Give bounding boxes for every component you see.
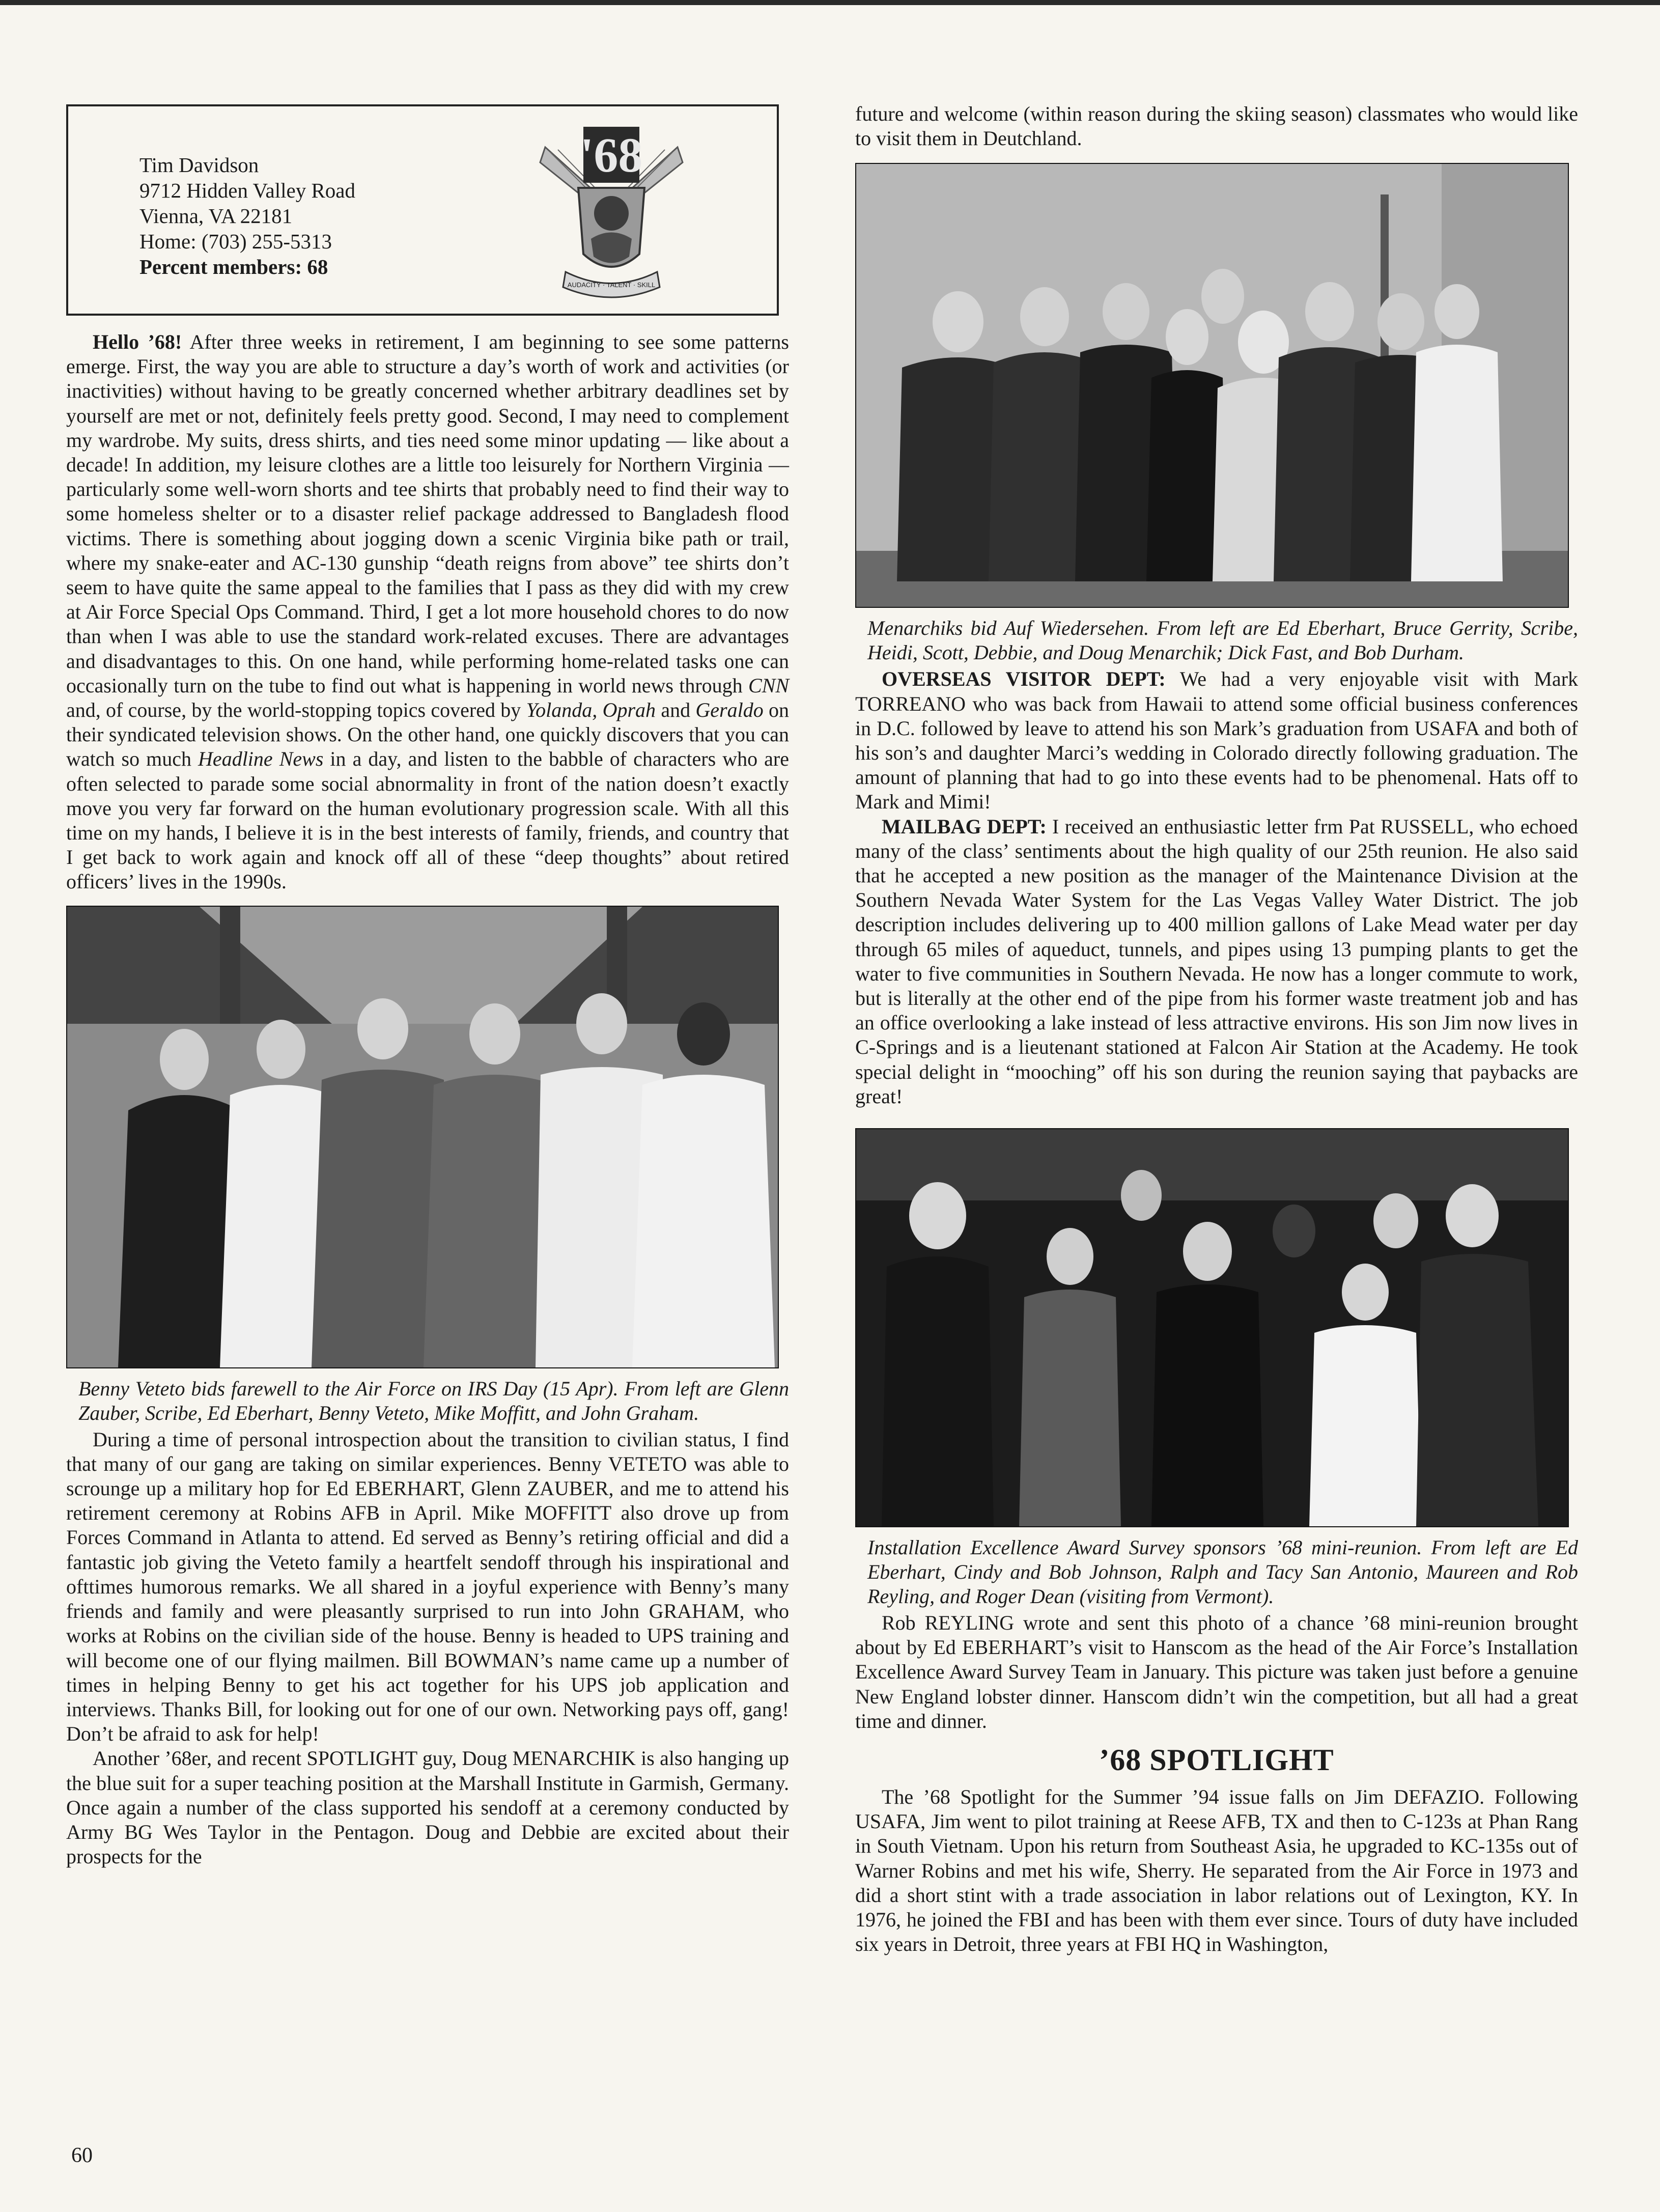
paragraph-overseas: OVERSEAS VISITOR DEPT: We had a very enjoyable visit with Mark TORREANO who was back from Hawaii to attend some official business conferences in D.C. followed by leave to attend his son Mark’s graduation from USAFA and both of his son’s and daughter Marci’s wedding in Colorado directly following graduation. The amount of planning that had to go into these events had to be phenomenal. Hats off to Mark and Mimi! (855, 667, 1579, 814)
paragraph-continued: future and welcome (within reason during the skiing season) classmates who would like to visit them in Deutchland. (855, 102, 1578, 150)
page-number: 60 (71, 2144, 93, 2167)
percent-members: Percent members: 68 (139, 255, 328, 278)
class-crest-icon (535, 117, 688, 305)
photo-veteto-farewell (66, 906, 779, 1368)
caption-mini-reunion: Installation Excellence Award Survey sponsors ’68 mini-reunion. From left are Ed Eberhart, Cindy and Bob Johnson, Ralph and Tacy San Antonio, Maureen and Rob Reyling, and Roger Dean (visiting from Vermont). (867, 1536, 1578, 1608)
scribe-city: Vienna, VA 22181 (139, 204, 293, 228)
mailbag-heading: MAILBAG DEPT: (882, 815, 1047, 838)
intro-paragraph: Hello ’68! After three weeks in retirement, I am beginning to see some patterns emerge. First, the way you are able to structure a day’s worth of work and activities (or inactivities) without having to be greatly concerned whether arbitrary deadlines set by yourself are met or not, definitely feels pretty good. Second, I may need to complement my wardrobe. My suits, dress shirts, and ties need some minor updating — like about a decade! In addition, my leisure clothes are a little too leisurely for Northern Virginia — particularly some well-worn shorts and tee shirts that probably need to find their way to some homeless shelter or to a disaster relief package addressed to Bangladesh flood victims. There is something about jogging down a scenic Virginia bike path or trail, where my snake-eater and AC-130 gunship “death reigns from above” tee shirts don’t seem to have quite the same appeal to the families that I pass as they did with my crew at Air Force Special Ops Command. Third, I get a lot more household chores to do now than when I was able to use the standard work-related excuses. There are advantages and disadvantages to this. On one hand, while performing home-related tasks one can occasionally turn on the tube to find out what is happening in world news through CNN and, of course, by the world-stopping topics covered by Yolanda, Oprah and Geraldo on their syndicated television shows. On the other hand, one quickly discovers that you can watch so much Headline News in a day, and listen to the babble of characters who are often selected to parade some social abnormality in front of the nation doesn’t exactly move you very far forward on the human evolutionary progression scale. With all this time on my hands, I believe it is in the best interests of family, friends, and country that I get back to work again and knock off all of these “deep thoughts” about retired officers’ lives in the 1990s. (66, 330, 789, 893)
caption-menarchik: Menarchiks bid Auf Wiedersehen. From left are Ed Eberhart, Bruce Gerrity, Scribe, Heidi, Scott, Debbie, and Doug Menarchik; Dick Fast, and Bob Durham. (867, 617, 1578, 664)
class-crest (535, 117, 688, 305)
scribe-phone: Home: (703) 255-5313 (139, 230, 332, 253)
contact-info (139, 152, 355, 279)
crest-number: '68 (580, 128, 643, 182)
caption-veteto: Benny Veteto bids farewell to the Air Force on IRS Day (15 Apr). From left are Glenn Zauber, Scribe, Ed Eberhart, Benny Veteto, Mike Moffitt, and John Graham. (78, 1377, 789, 1424)
left-column (66, 104, 789, 1869)
photo-menarchik-image (856, 164, 1568, 607)
scribe-name: Tim Davidson (139, 153, 259, 177)
scribe-contact-box (66, 104, 779, 316)
paragraph-mailbag: MAILBAG DEPT: I received an enthusiastic letter frm Pat RUSSELL, who echoed many of the class’ sentiments about the high quality of our 25th reunion. He also said that he accepted a new position as the manager of the Maintenance Division at the Southern Nevada Water System for the Las Vegas Valley Water District. The job description includes delivering up to 400 million gallons of Lake Mead water per day through 65 miles of aqueduct, tunnels, and pipes using 13 pumping plants to get the water to five communities in Southern Nevada. He now has a longer commute to work, but is literally at the other end of the pipe from his former waste treatment job and has an office overlooking a lake instead of less attractive environs. His son Jim now lives in C-Springs and is a lieutenant stationed at Falcon Air Station at the Academy. He took special delight in “mooching” off his son during the reunion saying that paybacks are great! (855, 815, 1578, 1108)
photo-veteto-image (67, 907, 778, 1367)
spotlight-heading: ’68 SPOTLIGHT (1099, 1743, 1334, 1777)
paragraph-spotlight: The ’68 Spotlight for the Summer ’94 issue falls on Jim DEFAZIO. Following USAFA, Jim went to pilot training at Reese AFB, TX and then to C-123s at Phan Rang in South Vietnam. Upon his return from Southeast Asia, he upgraded to KC-135s out of Warner Robins and met his wife, Sherry. He separated from the Air Force in 1973 and did a short stint with a trade association in labor relations out of Lexington, KY. In 1976, he joined the FBI and has been with them ever since. Tours of duty have included six years in Detroit, three years at FBI HQ in Washington, (855, 1785, 1578, 1956)
greeting: Hello ’68! (93, 330, 182, 353)
paragraph-reyling: Rob REYLING wrote and sent this photo of a chance ’68 mini-reunion brought about by Ed EBERHART’s visit to Hanscom as the head of the Air Force’s Installation Excellence Award Survey Team in January. This picture was taken just before a genuine New England lobster dinner. Hanscom didn’t win the competition, but all had a great time and dinner. (855, 1611, 1578, 1732)
paragraph-menarchik: Another ’68er, and recent SPOTLIGHT guy, Doug MENARCHIK is also hanging up the blue suit for a super teaching position at the Marshall Institute in Garmish, Germany. Once again a number of the class supported his sendoff at a ceremony conducted by Army BG Wes Taylor in the Pentagon. Doug and Debbie are excited about their prospects for the (66, 1747, 789, 1868)
photo-mini-reunion (855, 1128, 1569, 1527)
photo-mini-reunion-image (856, 1129, 1568, 1526)
overseas-heading: OVERSEAS VISITOR DEPT: (882, 667, 1166, 691)
photo-menarchik (855, 163, 1569, 608)
right-column (855, 102, 1578, 1957)
scribe-street: 9712 Hidden Valley Road (139, 179, 355, 202)
crest-ribbon-text: AUDACITY · TALENT · SKILL (567, 281, 656, 289)
paragraph-veteto: During a time of personal introspection about the transition to civilian status, I find that many of our gang are taking on similar experiences. Benny VETETO was able to scrounge up a military hop for Ed EBERHART, Glenn ZAUBER, and me to attend his retirement ceremony at Robins AFB in April. Mike MOFFITT also drove up from Forces Command in Atlanta to attend. Ed served as Benny’s retiring official and did a fantastic job giving the Veteto family a heartfelt sendoff through his inspirational and ofttimes humorous remarks. We all shared in a joyful experience with Benny’s many friends and family and were pleasantly surprised to run into John GRAHAM, who works at Robins on the civilian side of the house. Benny is headed to UPS training and will become one of our flying mailmen. Bill BOWMAN’s name came up a number of times in helping Benny to get his act together for his UPS job application and interviews. Thanks Bill, for looking out for one of our own. Networking pays off, gang! Don’t be afraid to ask for help! (66, 1427, 789, 1746)
